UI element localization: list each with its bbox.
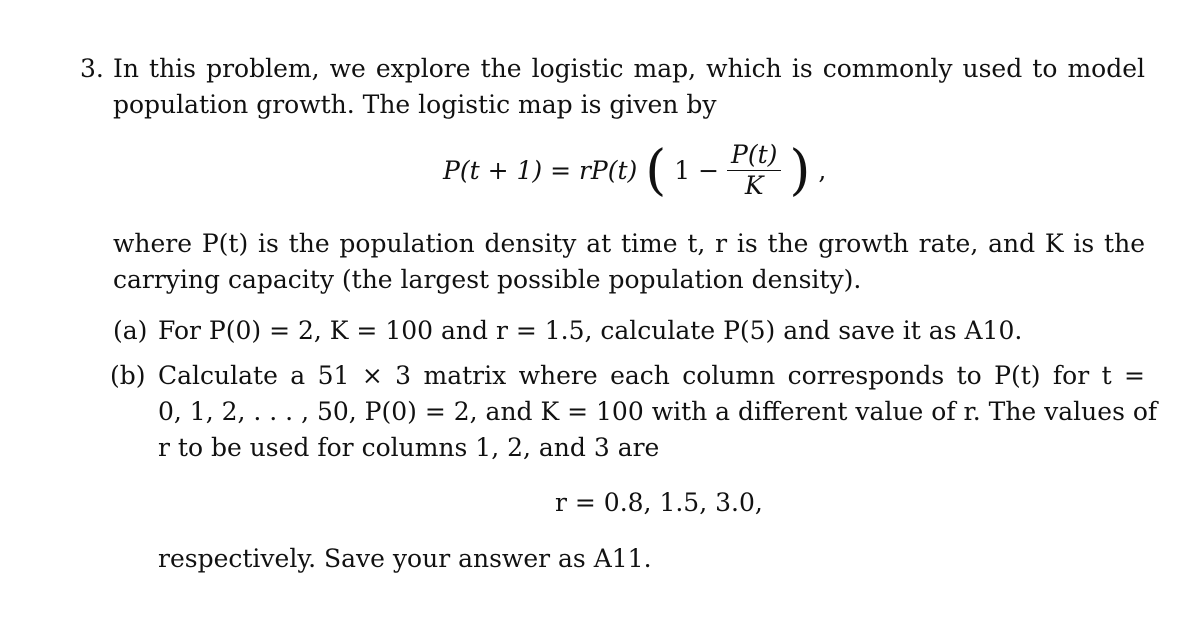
r-values-equation: r = 0.8, 1.5, 3.0, <box>555 488 763 517</box>
where-line-2: carrying capacity (the largest possible population density). <box>113 265 862 294</box>
fraction-denominator: K <box>744 171 764 200</box>
part-a-label: (a) <box>113 316 148 345</box>
part-b-line-3: r to be used for columns 1, 2, and 3 are <box>158 433 660 462</box>
intro-line-2: population growth. The logistic map is given by <box>113 90 717 119</box>
equation-comma: , <box>818 156 827 185</box>
problem-number: 3. <box>80 54 104 83</box>
equation-fraction <box>727 140 781 201</box>
part-b-line-1: Calculate a 51 × 3 matrix where each column corresponds to P(t) for t = <box>158 361 1145 390</box>
intro-line-1: In this problem, we explore the logistic map, which is commonly used to model <box>113 54 1145 83</box>
where-line-1: where P(t) is the population density at time t, r is the growth rate, and K is the <box>113 229 1145 258</box>
equation-one-minus: 1 − <box>674 156 720 185</box>
fraction-numerator: P(t) <box>727 140 781 171</box>
part-b-label: (b) <box>110 361 146 390</box>
part-a-text: For P(0) = 2, K = 100 and r = 1.5, calculate P(5) and save it as A10. <box>158 316 1023 345</box>
right-paren: ) <box>789 138 811 202</box>
part-b-line-4: respectively. Save your answer as A11. <box>158 544 652 573</box>
logistic-equation <box>443 140 826 201</box>
part-b-line-2: 0, 1, 2, . . . , 50, P(0) = 2, and K = 100 with a different value of r. The values of <box>158 397 1158 426</box>
left-paren: ( <box>645 138 667 202</box>
equation-lhs: P(t + 1) = rP(t) <box>443 156 638 185</box>
